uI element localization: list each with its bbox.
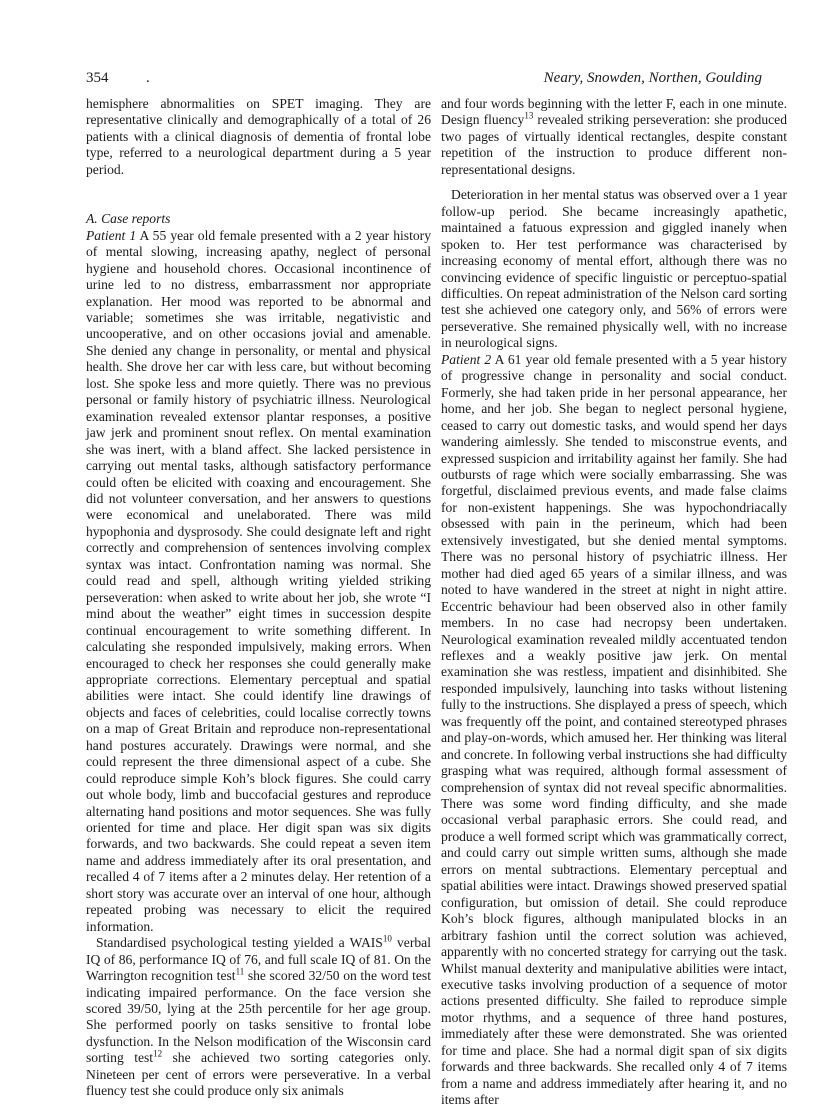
patient-1-text: A 55 year old female presented with a 2 year history of mental slowing, increasing apathy, neglect of personal hygiene and household chores. Occasional incontinence of urine led to no distress, embarrassment nor appropriate explanation. Her mood was reported to be abnormal and variable; sometimes she was irritable, negativistic and uncooperative, and on other occasions jovial and amenable. She denied any change in personality, or mental and physical health. She drove her car with less care, but without becoming lost. She spoke less and more quietly. There was no previous personal or family history of psychiatric illness. Neurological examination revealed extensor plantar responses, a positive jaw jerk and prominent snout reflex. On mental examination she was inert, with a bland affect. She lacked persistence in carrying out mental tasks, although satisfactory performance could often be elicited with coaxing and encouragement. She did not volunteer conversation, and her answers to questions were economical and unelaborated. There was mild hypophonia and dysprosody. She could designate left and right correctly and comprehension of sentences involving complex syntax was intact. Confrontation naming was normal. She could read and spell, although writing yielded striking perseveration: when asked to write about her job, she wrote “I mind about the weather” eight times in succession despite continual encouragement to write something different. In calculating she responded impulsively, making errors. When encouraged to check her responses she could generally make appropriate corrections. Elementary perceptual and spatial abilities were intact. She could identify line drawings of objects and faces of celebrities, could localise correctly towns on a map of Great Britain and reproduce non-representational hand postures accurately. Drawings were normal, and she could represent the three dimensional aspect of a cube. She could reproduce simple Koh’s block figures. She could carry out whole body, limb and buccofacial gestures and reproduce alternating hand positions and motor sequences. She was fully oriented for time and place. Her digit span was six digits forwards, and two backwards. She could repeat a seven item name and address immediately after its oral presentation, and recalled 4 of 7 items after a 2 minutes delay. Her retention of a short story was accurate over an interval of one hour, although repeated probing was necessary to elicit the required information. — [86, 227, 431, 934]
testing-text-a: Standardised psychological testing yielded a WAIS — [96, 935, 383, 951]
patient-1-paragraph — [86, 228, 431, 935]
testing-text-d: she achieved two sorting categories only. Nineteen per cent of errors were perseverative. In a verbal fluency test she could produce only six animals — [86, 1050, 431, 1099]
running-head: Neary, Snowden, Northen, Goulding — [543, 70, 762, 86]
continuation-text-b: revealed striking perseveration: she produced two pages of virtually identical rectangles, despite constant repetition of the instruction to produce different non-representational designs. — [441, 112, 788, 177]
section-heading: A. Case reports — [86, 211, 171, 227]
patient-1-label: Patient 1 — [86, 227, 137, 243]
patient-2-text: A 61 year old female presented with a 5 year history of progressive change in personality and social conduct. Formerly, she had taken pride in her personal appearance, her home, and her job. She began to neglect personal hygiene, ceased to carry out domestic tasks, and would spend her days wandering aimlessly. She tended to misconstrue events, and expressed suspicion and irritability against her family. She had outbursts of rage which were socially embarrassing. She was forgetful, disclaimed previous events, and made false claims for non-existent happenings. She was hypochondriacally obsessed with pain in the perineum, which had been extensively investigated, but she denied mental symptoms. There was no personal history of psychiatric illness. Her mother had died aged 65 years of a similar illness, and was noted to have wandered in the street at night in night attire. Eccentric behaviour had been observed also in other family members. In no case had necropsy been undertaken. Neurological examination revealed mildly accentuated tendon reflexes and a weakly positive jaw jerk. On mental examination she was restless, impatient and disinhibited. She responded impulsively, launching into tasks without listening fully to the instructions. She displayed a press of speech, which was frequently off the point, and contained stereotyped phrases and play-on-words, which amused her. Her thinking was literal and concrete. In following verbal instructions she had difficulty grasping what was required, although formal assessment of comprehension of syntax did not reveal specific abnormalities. There was some word finding difficulty, and she made occasional verbal paraphasic errors. She could read, and produce a well formed script which was grammatically correct, and could carry out simple written sums, although she made errors on mental subtractions. Elementary perceptual and spatial abilities were intact. Drawings showed preserved spatial configuration, but omission of detail. She could reproduce Koh’s block figures, although manipulated blocks in an arbitrary fashion until the correct solution was achieved, apparently with no concerted strategy for carrying out the task. Whilst manual dexterity and manipulative abilities were intact, executive tasks involving production of a sequence of motor actions presented difficulty. She failed to reproduce simple motor rhythms, and a sequence of three hand postures, immediately after these were demonstrated. She was oriented for time and place. She had a normal digit span of six digits forwards and three backwards. She recalled only 4 of 7 items from a name and address immediately after hearing it, and no items after — [441, 351, 787, 1108]
testing-text-b: verbal IQ of 86, performance IQ of 76, and full scale IQ of 81. On the Warrington recognition test — [86, 935, 431, 984]
page-dot: . — [146, 70, 150, 86]
testing-paragraph — [86, 935, 431, 1100]
deterioration-paragraph: Deterioration in her mental status was observed over a 1 year follow-up period. She became increasingly apathetic, maintained a fatuous expression and giggled inanely when spoken to. Her test performance was characterised by increasing economy of mental effort, although there was no convincing evidence of specific linguistic or perceptuo-spatial difficulties. On repeat administration of the Nelson card sorting test she achieved one category only, and 56% of errors were perseverative. She remained physically well, with no increase in neurological signs. — [441, 187, 787, 351]
ref-13: 13 — [524, 110, 534, 121]
ref-12: 12 — [153, 1048, 163, 1059]
continuation-paragraph — [441, 96, 787, 178]
page-number: 354 — [86, 70, 109, 86]
right-column — [441, 96, 787, 1109]
patient-2-label: Patient 2 — [441, 351, 492, 367]
continuation-text-a: and four words beginning with the letter F, each in one minute. Design fluency — [441, 96, 787, 128]
patient-2-paragraph — [441, 352, 787, 1109]
ref-11: 11 — [235, 966, 245, 977]
left-column — [86, 96, 431, 1100]
ref-10: 10 — [382, 933, 392, 944]
intro-paragraph: hemisphere abnormalities on SPET imaging. They are representative clinically and demographically of a total of 26 patients with a clinical diagnosis of dementia of frontal lobe type, referred to a neurological department during a 5 year period. — [86, 96, 431, 177]
testing-text-c: she scored 32/50 on the word test indicating impaired performance. On the face version she scored 39/50, lying at the 25th percentile for her age group. She performed poorly on tasks sensitive to frontal lobe dysfunction. In the Nelson modification of the Wisconsin card sorting test — [86, 968, 431, 1066]
